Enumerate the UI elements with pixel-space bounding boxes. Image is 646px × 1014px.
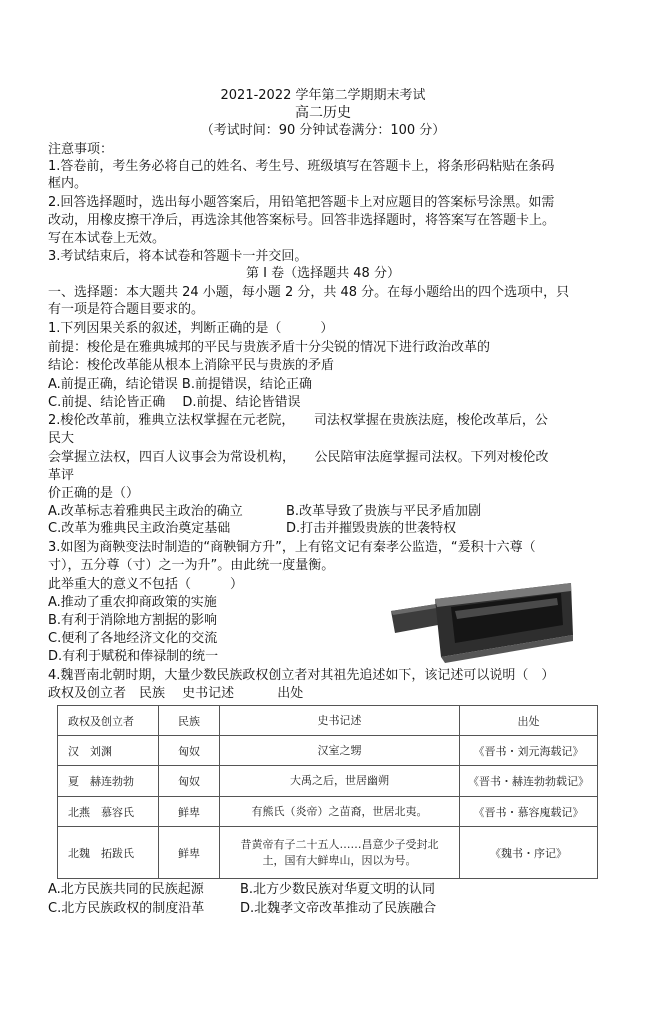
q4-stem: 4.魏晋南北朝时期，大量少数民族政权创立者对其祖先追述如下，该记述可以说明（ ） [48,668,555,683]
notes-line: 3.考试结束后，将本试卷和答题卡一并交回。 [48,249,308,264]
q2-option-a[interactable]: A.改革标志着雅典民主政治的确立 [48,504,243,519]
table-cell: 《晋书・刘元海载记》 [460,736,598,766]
exam-title: 2021-2022 学年第二学期期末考试 [220,88,426,103]
table-cell [220,827,460,879]
q3-stem: 寸），五分尊（寸）之一为升”。由此统一度量衡。 [48,558,335,573]
section-intro: 一、选择题：本大题共 24 小题，每小题 2 分，共 48 分。在每小题给出的四个选项中，只 [48,285,570,300]
table-cell: 大禹之后，世居幽朔 [220,766,460,797]
notes-line: 2.回答选择题时，选出每小题答案后，用铅笔把答题卡上对应题目的答案标号涂黑。如需 [48,195,555,210]
table-cell: 《魏书・序记》 [460,827,598,879]
q1-conclusion: 结论：梭伦改革能从根本上消除平民与贵族的矛盾 [48,358,335,373]
table-cell: 有熊氏（炎帝）之苗裔，世居北夷。 [220,797,460,827]
table-cell: 北燕 慕容氏 [58,797,159,827]
table-header: 史书记述 [220,706,460,736]
table-cell-line: 昔黄帝有子二十五人……昌意少子受封北 [240,837,439,851]
q2-stem: 2.梭伦改革前，雅典立法权掌握在元老院， 司法权掌握在贵族法庭，梭伦改革后，公 [48,413,548,428]
table-row [58,797,598,827]
q4-option-b[interactable]: B.北方少数民族对华夏文明的认同 [240,882,436,897]
q3-option-a[interactable]: A.推动了重农抑商政策的实施 [48,595,217,610]
q3-stem: 3.如图为商鞅变法时制造的“商鞅铜方升”，上有铭文记有秦孝公监造，“爰积十六尊（ [48,540,536,555]
table-cell: 汉 刘渊 [58,736,159,766]
table-header: 出处 [460,706,598,736]
q3-option-c[interactable]: C.便利了各地经济文化的交流 [48,631,218,646]
table-cell: 北魏 拓跋氏 [58,827,159,879]
table-cell-line: 土，国有大鲜卑山，因以为号。 [262,853,417,867]
q2-option-c[interactable]: C.改革为雅典民主政治奠定基础 [48,521,231,536]
q4-option-a[interactable]: A.北方民族共同的民族起源 [48,882,204,897]
q3-option-b[interactable]: B.有利于消除地方割据的影响 [48,613,218,628]
table-cell: 鲜卑 [159,797,220,827]
notes-line: 1.答卷前，考生务必将自己的姓名、考生号、班级填写在答题卡上，将条形码粘贴在条码 [48,159,555,174]
q2-stem: 革评 [48,468,75,483]
q4-option-d[interactable]: D.北魏孝文帝改革推动了民族融合 [240,901,437,916]
bronze-measure-image [385,577,575,667]
q1-options[interactable]: A.前提正确，结论错误 B.前提错误，结论正确 [48,377,312,392]
notes-line: 写在本试卷上无效。 [48,231,166,246]
q1-options[interactable]: C.前提、结论皆正确 D.前提、结论皆错误 [48,395,301,410]
notes-line: 框内。 [48,176,88,191]
ancestry-table [57,705,598,879]
q2-option-d[interactable]: D.打击并摧毁贵族的世袭特权 [286,521,457,536]
table-row [58,736,598,766]
q2-stem: 民大 [48,431,75,446]
q2-stem: 价正确的是（） [48,486,140,501]
table-header: 民族 [159,706,220,736]
q4-option-c[interactable]: C.北方民族政权的制度沿革 [48,901,205,916]
q1-stem: 1.下列因果关系的叙述，判断正确的是（ ） [48,321,334,336]
q3-stem: 此举重大的意义不包括（ ） [48,577,244,592]
table-cell: 夏 赫连勃勃 [58,766,159,797]
table-cell: 匈奴 [159,736,220,766]
q3-option-d[interactable]: D.有利于赋税和俸禄制的统一 [48,649,219,664]
q1-premise: 前提：梭伦是在雅典城邦的平民与贵族矛盾十分尖锐的情况下进行政治改革的 [48,340,491,355]
table-row [58,766,598,797]
notes-line: 改动，用橡皮擦干净后，再选涂其他答案标号。回答非选择题时，将答案写在答题卡上。 [48,213,556,228]
table-header-row [58,706,598,736]
exam-info: （考试时间：90 分钟试卷满分：100 分） [200,123,446,138]
table-cell: 鲜卑 [159,827,220,879]
q2-option-b[interactable]: B.改革导致了贵族与平民矛盾加剧 [286,504,482,519]
table-header: 政权及创立者 [58,706,159,736]
table-row [58,827,598,879]
table-cell: 匈奴 [159,766,220,797]
section-intro: 有一项是符合题目要求的。 [48,302,205,317]
table-cell: 汉室之甥 [220,736,460,766]
exam-subject: 高二历史 [295,105,351,121]
table-cell: 《晋书・慕容廆载记》 [460,797,598,827]
q2-stem: 会掌握立法权，四百人议事会为常设机构， 公民陪审法庭掌握司法权。下列对梭伦改 [48,450,549,465]
notes-heading: 注意事项： [48,142,114,157]
q4-stem: 政权及创立者 民族 史书记述 出处 [48,686,304,701]
section-title: 第 I 卷（选择题共 48 分） [246,266,400,281]
table-cell: 《晋书・赫连勃勃载记》 [460,766,598,797]
